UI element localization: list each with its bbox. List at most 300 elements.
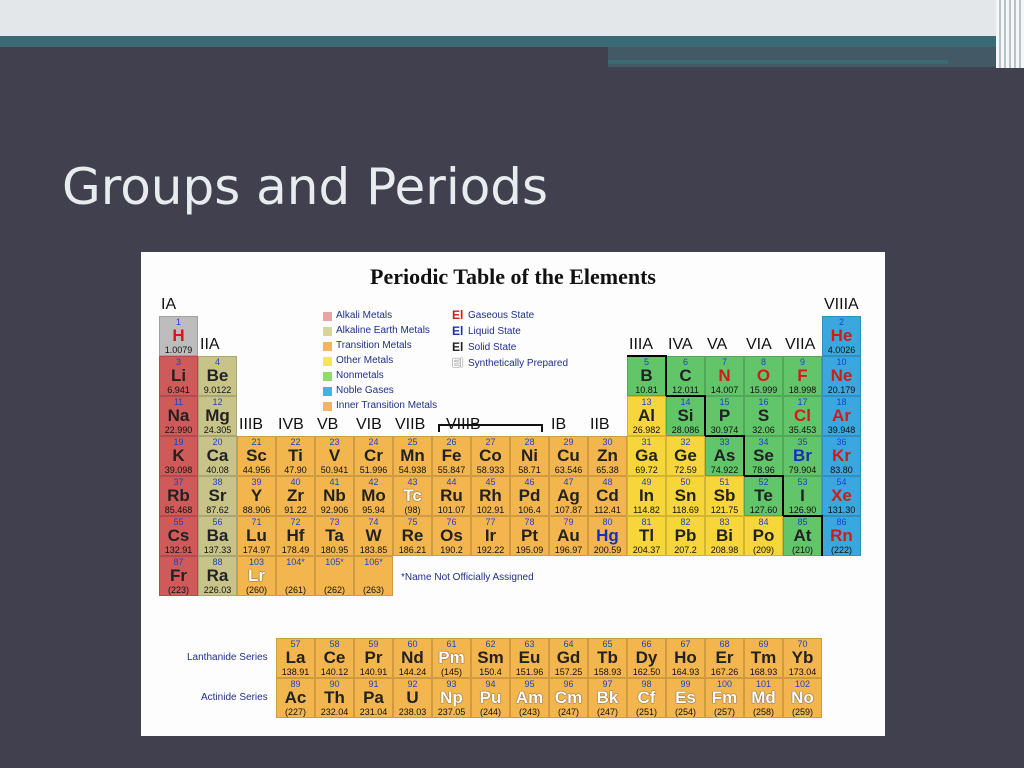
atomic-number: 39 bbox=[251, 477, 262, 487]
element-symbol: Pm bbox=[438, 648, 465, 667]
element-symbol: Se bbox=[753, 446, 774, 465]
element-symbol: Mg bbox=[205, 406, 230, 425]
element-symbol: As bbox=[713, 446, 736, 465]
element-cell bbox=[627, 476, 666, 516]
atomic-mass: 204.37 bbox=[632, 545, 661, 555]
element-cell bbox=[666, 516, 705, 556]
atomic-mass: 18.998 bbox=[788, 385, 817, 395]
element-symbol: Br bbox=[793, 446, 812, 465]
element-cell bbox=[432, 678, 471, 718]
metal-nonmetal-divider bbox=[627, 355, 667, 357]
atomic-mass: 112.41 bbox=[594, 505, 621, 515]
element-cell bbox=[354, 556, 393, 596]
element-cell bbox=[159, 476, 198, 516]
slide-accent-stripe-secondary bbox=[608, 47, 1024, 67]
atomic-number: 68 bbox=[719, 639, 730, 649]
atomic-number: 18 bbox=[836, 397, 847, 407]
element-cell bbox=[276, 516, 315, 556]
element-symbol: Ga bbox=[635, 446, 658, 465]
element-symbol: Nb bbox=[323, 486, 346, 505]
atomic-mass: 138.91 bbox=[281, 667, 310, 677]
atomic-mass: 207.2 bbox=[674, 545, 697, 555]
element-symbol: P bbox=[718, 406, 731, 425]
element-cell bbox=[705, 516, 744, 556]
atomic-number: 4 bbox=[214, 357, 220, 367]
element-symbol: No bbox=[791, 688, 814, 707]
atomic-number: 82 bbox=[680, 517, 691, 527]
atomic-mass: 92.906 bbox=[320, 505, 349, 515]
element-symbol: Sb bbox=[713, 486, 736, 505]
element-symbol: Er bbox=[715, 648, 734, 667]
atomic-mass: (257) bbox=[713, 707, 735, 717]
atomic-number: 64 bbox=[563, 639, 574, 649]
atomic-mass: (227) bbox=[284, 707, 306, 717]
group-label: VIIIA bbox=[824, 296, 859, 313]
element-cell bbox=[627, 638, 666, 678]
element-cell bbox=[666, 678, 705, 718]
atomic-number: 81 bbox=[641, 517, 652, 527]
element-cell bbox=[276, 556, 315, 596]
element-symbol: Tb bbox=[597, 648, 618, 667]
legend-label: Other Metals bbox=[336, 355, 394, 366]
slide-accent-stripe bbox=[0, 36, 1024, 47]
atomic-number: 78 bbox=[524, 517, 535, 527]
atomic-mass: 4.0026 bbox=[827, 345, 856, 355]
element-cell bbox=[276, 638, 315, 678]
element-symbol: Ne bbox=[830, 366, 853, 385]
group-label: VIB bbox=[356, 416, 382, 433]
element-cell bbox=[471, 476, 510, 516]
atomic-mass: 12.011 bbox=[672, 385, 699, 395]
atomic-mass: (222) bbox=[830, 545, 852, 555]
atomic-number: 89 bbox=[290, 679, 301, 689]
atomic-number: 61 bbox=[446, 639, 457, 649]
atomic-number: 7 bbox=[721, 357, 727, 367]
atomic-number: 84 bbox=[758, 517, 769, 527]
element-cell bbox=[549, 638, 588, 678]
element-cell bbox=[432, 436, 471, 476]
element-cell bbox=[510, 436, 549, 476]
element-cell bbox=[432, 516, 471, 556]
element-cell bbox=[159, 316, 198, 356]
atomic-number: 22 bbox=[290, 437, 301, 447]
element-symbol: He bbox=[830, 326, 853, 345]
atomic-mass: 54.938 bbox=[398, 465, 427, 475]
atomic-number: 102 bbox=[794, 679, 811, 689]
atomic-number: 77 bbox=[485, 517, 496, 527]
element-symbol: Ar bbox=[832, 406, 851, 425]
metal-nonmetal-divider bbox=[666, 395, 706, 397]
atomic-number: 24 bbox=[368, 437, 379, 447]
element-cell bbox=[237, 516, 276, 556]
element-symbol: Dy bbox=[635, 648, 658, 667]
legend-swatch bbox=[323, 402, 332, 411]
legend-label: Nonmetals bbox=[336, 370, 384, 381]
atomic-number: 104* bbox=[286, 557, 305, 567]
element-cell bbox=[783, 678, 822, 718]
element-cell bbox=[159, 516, 198, 556]
element-symbol: Pu bbox=[479, 688, 502, 707]
atomic-number: 91 bbox=[368, 679, 379, 689]
element-symbol: Cm bbox=[554, 688, 583, 707]
atomic-number: 100 bbox=[716, 679, 733, 689]
atomic-mass: 164.93 bbox=[671, 667, 700, 677]
element-symbol: At bbox=[793, 526, 812, 545]
group-label: IIA bbox=[200, 336, 220, 353]
element-symbol: Ta bbox=[325, 526, 344, 545]
element-cell bbox=[783, 516, 822, 556]
atomic-mass: 238.03 bbox=[398, 707, 427, 717]
legend-label: Transition Metals bbox=[336, 340, 412, 351]
atomic-number: 62 bbox=[485, 639, 496, 649]
atomic-number: 10 bbox=[836, 357, 847, 367]
element-symbol: Nd bbox=[401, 648, 424, 667]
element-cell bbox=[276, 476, 315, 516]
element-symbol: Es bbox=[675, 688, 696, 707]
atomic-mass: 78.96 bbox=[752, 465, 775, 475]
atomic-mass: 150.4 bbox=[479, 667, 502, 677]
atomic-mass: 44.956 bbox=[242, 465, 271, 475]
element-symbol: Tm bbox=[750, 648, 777, 667]
atomic-number: 23 bbox=[329, 437, 340, 447]
element-cell bbox=[666, 396, 705, 436]
atomic-mass: 137.33 bbox=[203, 545, 232, 555]
atomic-mass: (262) bbox=[323, 585, 345, 595]
element-cell bbox=[627, 516, 666, 556]
state-symbol-sample: El bbox=[452, 356, 464, 370]
atomic-number: 9 bbox=[799, 357, 805, 367]
element-cell bbox=[315, 436, 354, 476]
element-cell bbox=[627, 396, 666, 436]
atomic-mass: 174.97 bbox=[242, 545, 271, 555]
atomic-mass: 232.04 bbox=[320, 707, 349, 717]
element-symbol: Cr bbox=[364, 446, 383, 465]
element-symbol: Na bbox=[167, 406, 190, 425]
element-cell bbox=[744, 638, 783, 678]
atomic-mass: 195.09 bbox=[515, 545, 544, 555]
atomic-number: 83 bbox=[719, 517, 730, 527]
element-symbol: Hf bbox=[286, 526, 305, 545]
element-cell bbox=[588, 678, 627, 718]
element-cell bbox=[354, 678, 393, 718]
element-cell bbox=[705, 436, 744, 476]
element-cell bbox=[315, 638, 354, 678]
atomic-mass: 50.941 bbox=[320, 465, 349, 475]
atomic-number: 28 bbox=[524, 437, 535, 447]
atomic-mass: 65.38 bbox=[596, 465, 619, 475]
element-cell bbox=[198, 356, 237, 396]
element-cell bbox=[744, 678, 783, 718]
atomic-number: 48 bbox=[602, 477, 613, 487]
atomic-mass: 88.906 bbox=[242, 505, 271, 515]
atomic-mass: 158.93 bbox=[593, 667, 622, 677]
element-symbol: Hg bbox=[596, 526, 619, 545]
atomic-number: 36 bbox=[836, 437, 847, 447]
element-symbol: Rn bbox=[830, 526, 853, 545]
atomic-mass: 192.22 bbox=[476, 545, 505, 555]
legend-swatch bbox=[323, 357, 332, 366]
atomic-number: 72 bbox=[290, 517, 301, 527]
element-cell bbox=[783, 436, 822, 476]
element-cell bbox=[354, 476, 393, 516]
element-symbol: Co bbox=[479, 446, 502, 465]
legend-label: Noble Gases bbox=[336, 385, 394, 396]
element-cell bbox=[588, 436, 627, 476]
atomic-number: 19 bbox=[173, 437, 184, 447]
atomic-mass: 190.2 bbox=[440, 545, 463, 555]
atomic-number: 33 bbox=[719, 437, 730, 447]
element-symbol: Te bbox=[754, 486, 773, 505]
element-symbol: Sm bbox=[477, 648, 504, 667]
element-cell bbox=[198, 436, 237, 476]
periodic-table-title: Periodic Table of the Elements bbox=[370, 264, 656, 289]
atomic-number: 47 bbox=[563, 477, 574, 487]
atomic-mass: (223) bbox=[167, 585, 189, 595]
element-cell bbox=[159, 556, 198, 596]
element-cell bbox=[354, 436, 393, 476]
atomic-number: 1 bbox=[175, 317, 181, 327]
element-cell bbox=[276, 436, 315, 476]
atomic-mass: 20.179 bbox=[827, 385, 856, 395]
atomic-mass: 140.91 bbox=[359, 667, 388, 677]
element-cell bbox=[510, 678, 549, 718]
atomic-number: 27 bbox=[485, 437, 496, 447]
element-cell bbox=[588, 476, 627, 516]
atomic-mass: (145) bbox=[440, 667, 462, 677]
element-cell bbox=[549, 678, 588, 718]
atomic-number: 29 bbox=[563, 437, 574, 447]
atomic-mass: 168.93 bbox=[749, 667, 778, 677]
element-cell bbox=[705, 476, 744, 516]
atomic-number: 30 bbox=[602, 437, 613, 447]
atomic-mass: 24.305 bbox=[203, 425, 232, 435]
element-cell bbox=[588, 516, 627, 556]
atomic-number: 12 bbox=[212, 397, 223, 407]
element-cell bbox=[627, 436, 666, 476]
atomic-mass: (251) bbox=[635, 707, 657, 717]
atomic-number: 67 bbox=[680, 639, 691, 649]
atomic-mass: 157.25 bbox=[554, 667, 583, 677]
slide-header-band bbox=[0, 0, 1024, 36]
element-cell bbox=[549, 476, 588, 516]
atomic-number: 44 bbox=[446, 477, 457, 487]
atomic-number: 53 bbox=[797, 477, 808, 487]
element-symbol: Cu bbox=[557, 446, 580, 465]
atomic-mass: 28.086 bbox=[671, 425, 700, 435]
atomic-number: 31 bbox=[641, 437, 652, 447]
element-symbol: Sn bbox=[674, 486, 697, 505]
atomic-number: 79 bbox=[563, 517, 574, 527]
element-cell bbox=[471, 638, 510, 678]
element-symbol: Kr bbox=[832, 446, 851, 465]
state-symbol-sample: El bbox=[452, 324, 464, 338]
element-symbol: Bk bbox=[596, 688, 619, 707]
atomic-number: 85 bbox=[797, 517, 808, 527]
element-cell bbox=[198, 556, 237, 596]
atomic-number: 17 bbox=[797, 397, 808, 407]
atomic-mass: 196.97 bbox=[554, 545, 583, 555]
atomic-number: 35 bbox=[797, 437, 808, 447]
element-cell bbox=[237, 436, 276, 476]
element-symbol: Zn bbox=[597, 446, 618, 465]
atomic-number: 98 bbox=[641, 679, 652, 689]
element-symbol: Np bbox=[440, 688, 463, 707]
element-symbol: O bbox=[756, 366, 771, 385]
element-symbol: Lu bbox=[246, 526, 267, 545]
element-cell bbox=[471, 436, 510, 476]
group-label: IB bbox=[551, 416, 567, 433]
metal-nonmetal-divider bbox=[743, 436, 745, 476]
legend-swatch bbox=[323, 312, 332, 321]
element-symbol: Si bbox=[677, 406, 694, 425]
element-cell bbox=[783, 638, 822, 678]
element-symbol: C bbox=[679, 366, 692, 385]
element-cell bbox=[666, 356, 705, 396]
atomic-number: 41 bbox=[329, 477, 340, 487]
element-symbol: Rb bbox=[167, 486, 190, 505]
atomic-mass: (98) bbox=[404, 505, 421, 515]
state-legend-label: Gaseous State bbox=[468, 310, 535, 321]
element-symbol: Pt bbox=[521, 526, 538, 545]
atomic-mass: 35.453 bbox=[788, 425, 817, 435]
element-cell bbox=[549, 516, 588, 556]
legend-label: Alkali Metals bbox=[336, 310, 393, 321]
element-cell bbox=[315, 556, 354, 596]
atomic-mass: 83.80 bbox=[830, 465, 853, 475]
atomic-mass: 162.50 bbox=[632, 667, 661, 677]
atomic-number: 88 bbox=[212, 557, 223, 567]
element-cell bbox=[822, 316, 861, 356]
element-symbol: Tl bbox=[638, 526, 655, 545]
atomic-number: 71 bbox=[251, 517, 262, 527]
element-symbol: Fm bbox=[711, 688, 738, 707]
element-cell bbox=[666, 436, 705, 476]
atomic-number: 6 bbox=[682, 357, 688, 367]
element-symbol: Ho bbox=[674, 648, 697, 667]
atomic-number: 75 bbox=[407, 517, 418, 527]
element-symbol: Cd bbox=[596, 486, 619, 505]
legend-label: Alkaline Earth Metals bbox=[336, 325, 430, 336]
atomic-number: 92 bbox=[407, 679, 418, 689]
element-symbol: Ag bbox=[557, 486, 580, 505]
atomic-mass: 121.75 bbox=[710, 505, 739, 515]
atomic-mass: 69.72 bbox=[635, 465, 658, 475]
element-symbol: V bbox=[328, 446, 341, 465]
atomic-mass: 74.922 bbox=[710, 465, 739, 475]
atomic-mass: 85.468 bbox=[164, 505, 193, 515]
atomic-mass: 107.87 bbox=[554, 505, 583, 515]
element-symbol: Os bbox=[440, 526, 463, 545]
element-cell bbox=[393, 476, 432, 516]
slide-title: Groups and Periods bbox=[62, 158, 549, 216]
atomic-number: 3 bbox=[175, 357, 181, 367]
atomic-number: 73 bbox=[329, 517, 340, 527]
atomic-mass: 58.71 bbox=[518, 465, 541, 475]
atomic-number: 5 bbox=[643, 357, 649, 367]
group-label: VIA bbox=[746, 336, 772, 353]
element-cell bbox=[549, 436, 588, 476]
atomic-mass: 144.24 bbox=[398, 667, 427, 677]
group-label: IIIB bbox=[239, 416, 264, 433]
element-symbol: Fr bbox=[170, 566, 187, 585]
element-symbol: Cs bbox=[167, 526, 190, 545]
element-symbol: Th bbox=[324, 688, 345, 707]
element-symbol: Ce bbox=[323, 648, 346, 667]
atomic-mass: 40.08 bbox=[206, 465, 229, 475]
legend-swatch bbox=[323, 387, 332, 396]
atomic-mass: 132.91 bbox=[164, 545, 193, 555]
atomic-number: 52 bbox=[758, 477, 769, 487]
atomic-mass: 47.90 bbox=[284, 465, 307, 475]
element-symbol: Re bbox=[401, 526, 424, 545]
atomic-mass: (254) bbox=[674, 707, 696, 717]
metal-nonmetal-divider bbox=[744, 475, 784, 477]
element-cell bbox=[744, 356, 783, 396]
element-symbol: Lr bbox=[248, 566, 265, 585]
atomic-mass: 58.933 bbox=[476, 465, 505, 475]
atomic-mass: 15.999 bbox=[749, 385, 778, 395]
atomic-number: 94 bbox=[485, 679, 496, 689]
atomic-mass: 127.60 bbox=[749, 505, 778, 515]
element-symbol: Au bbox=[557, 526, 580, 545]
group-label: IA bbox=[161, 296, 177, 313]
group-label: VIIB bbox=[395, 416, 426, 433]
atomic-number: 55 bbox=[173, 517, 184, 527]
atomic-mass: 183.85 bbox=[359, 545, 388, 555]
atomic-mass: 39.948 bbox=[827, 425, 856, 435]
atomic-mass: 32.06 bbox=[752, 425, 775, 435]
atomic-number: 57 bbox=[290, 639, 301, 649]
atomic-number: 14 bbox=[680, 397, 691, 407]
element-cell bbox=[159, 356, 198, 396]
element-cell bbox=[783, 396, 822, 436]
atomic-number: 65 bbox=[602, 639, 613, 649]
element-cell bbox=[588, 638, 627, 678]
actinide-series-label: Actinide Series bbox=[201, 692, 268, 703]
element-cell bbox=[159, 436, 198, 476]
atomic-number: 90 bbox=[329, 679, 340, 689]
atomic-number: 37 bbox=[173, 477, 184, 487]
element-symbol: W bbox=[365, 526, 382, 545]
metal-nonmetal-divider bbox=[782, 476, 784, 516]
atomic-mass: 51.996 bbox=[359, 465, 388, 475]
atomic-number: 15 bbox=[719, 397, 730, 407]
element-cell bbox=[783, 476, 822, 516]
element-symbol: In bbox=[638, 486, 655, 505]
element-symbol: K bbox=[172, 446, 185, 465]
element-cell bbox=[822, 396, 861, 436]
element-symbol: Ge bbox=[674, 446, 697, 465]
element-symbol: Ni bbox=[521, 446, 538, 465]
element-symbol: Y bbox=[250, 486, 263, 505]
atomic-number: 106* bbox=[364, 557, 383, 567]
group-label: IVA bbox=[668, 336, 693, 353]
element-symbol: H bbox=[172, 326, 185, 345]
atomic-mass: 10.81 bbox=[635, 385, 658, 395]
element-symbol: La bbox=[285, 648, 306, 667]
element-cell bbox=[822, 476, 861, 516]
group-label: VB bbox=[317, 416, 339, 433]
atomic-mass: (209) bbox=[752, 545, 774, 555]
element-cell bbox=[744, 396, 783, 436]
atomic-mass: 178.49 bbox=[281, 545, 310, 555]
element-cell bbox=[432, 476, 471, 516]
atomic-number: 42 bbox=[368, 477, 379, 487]
state-legend-label: Solid State bbox=[468, 342, 517, 353]
element-symbol: Cl bbox=[794, 406, 811, 425]
element-cell bbox=[354, 638, 393, 678]
atomic-number: 59 bbox=[368, 639, 379, 649]
